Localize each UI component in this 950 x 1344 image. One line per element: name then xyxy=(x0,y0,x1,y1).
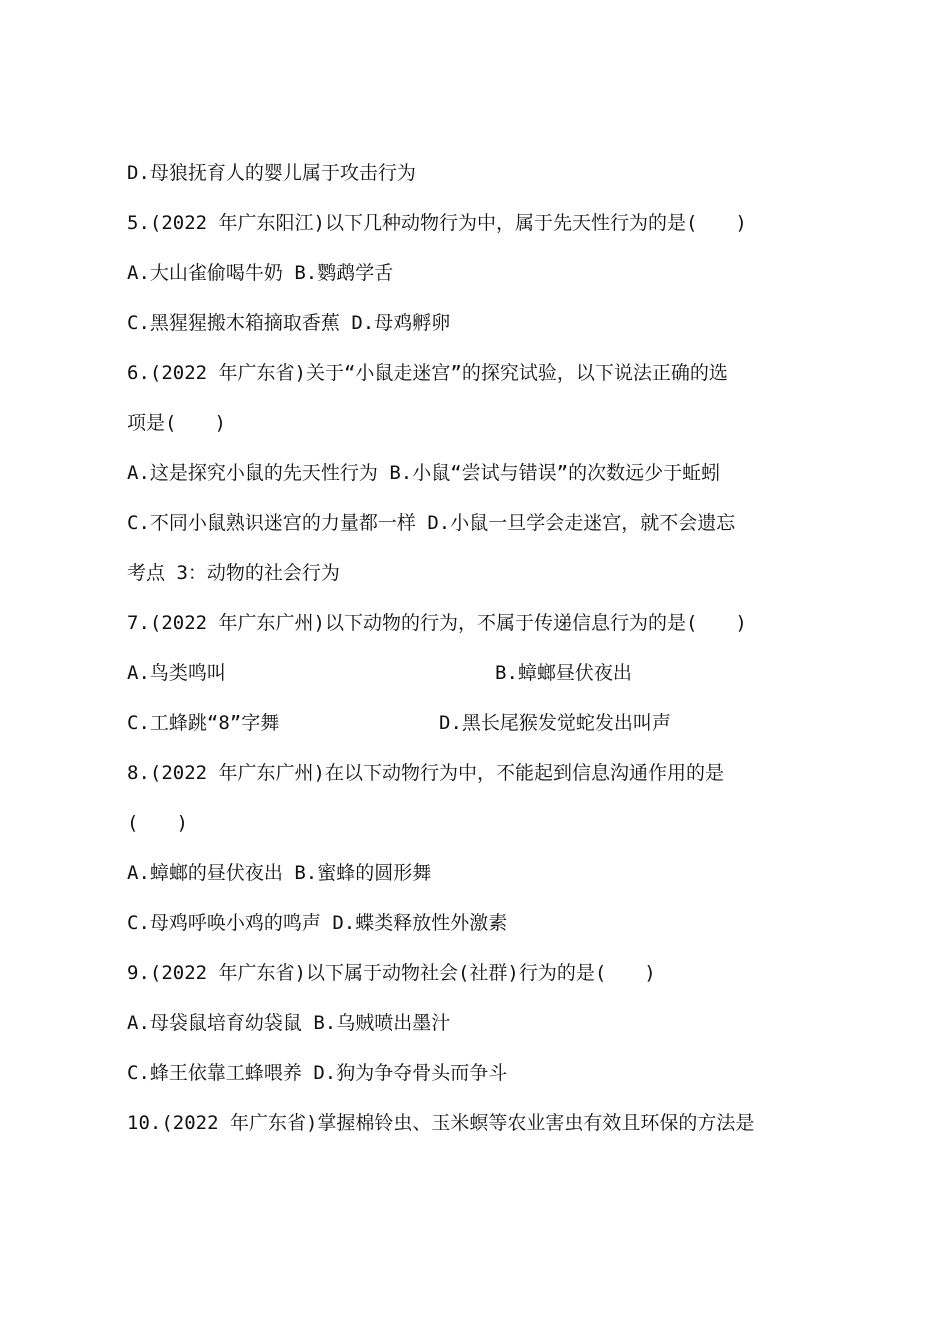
q7-option-d: D.黑长尾猴发觉蛇发出叫声 xyxy=(439,712,671,734)
q9-options-cd: C.蜂王依靠工蜂喂养 D.狗为争夺骨头而争斗 xyxy=(127,1062,508,1084)
q8-stem-line1: 8.(2022 年广东广州)在以下动物行为中，不能起到信息沟通作用的是 xyxy=(127,762,724,784)
q9-options-ab: A.母袋鼠培育幼袋鼠 B.乌贼喷出墨汁 xyxy=(127,1012,451,1034)
q7-option-b: B.蟑螂昼伏夜出 xyxy=(495,662,632,684)
q5-stem: 5.(2022 年广东阳江)以下几种动物行为中，属于先天性行为的是( ) xyxy=(127,212,747,234)
q9-stem: 9.(2022 年广东省)以下属于动物社会(社群)行为的是( ) xyxy=(127,962,656,984)
q8-options-cd: C.母鸡呼唤小鸡的鸣声 D.蝶类释放性外激素 xyxy=(127,912,508,934)
q4-option-d: D.母狼抚育人的婴儿属于攻击行为 xyxy=(127,162,416,184)
q5-options-ab: A.大山雀偷喝牛奶 B.鹦鹉学舌 xyxy=(127,262,394,284)
q7-option-a: A.鸟类鸣叫 xyxy=(127,662,226,684)
q5-options-cd: C.黑猩猩搬木箱摘取香蕉 D.母鸡孵卵 xyxy=(127,312,451,334)
q10-stem: 10.(2022 年广东省)掌握棉铃虫、玉米螟等农业害虫有效且环保的方法是 xyxy=(127,1112,755,1134)
section-heading-3: 考点 3：动物的社会行为 xyxy=(127,562,340,584)
q8-stem-line2: ( ) xyxy=(127,812,188,834)
q8-options-ab: A.蟑螂的昼伏夜出 B.蜜蜂的圆形舞 xyxy=(127,862,432,884)
q7-stem: 7.(2022 年广东广州)以下动物的行为，不属于传递信息行为的是( ) xyxy=(127,612,747,634)
q6-options-cd: C.不同小鼠熟识迷宫的力量都一样 D.小鼠一旦学会走迷宫，就不会遗忘 xyxy=(127,512,736,534)
q6-options-ab: A.这是探究小鼠的先天性行为 B.小鼠“尝试与错误”的次数远少于蚯蚓 xyxy=(127,462,721,484)
q7-option-c: C.工蜂跳“8”字舞 xyxy=(127,712,280,734)
q6-stem-line2: 项是( ) xyxy=(127,412,226,434)
q6-stem-line1: 6.(2022 年广东省)关于“小鼠走迷宫”的探究试验，以下说法正确的选 xyxy=(127,362,728,384)
